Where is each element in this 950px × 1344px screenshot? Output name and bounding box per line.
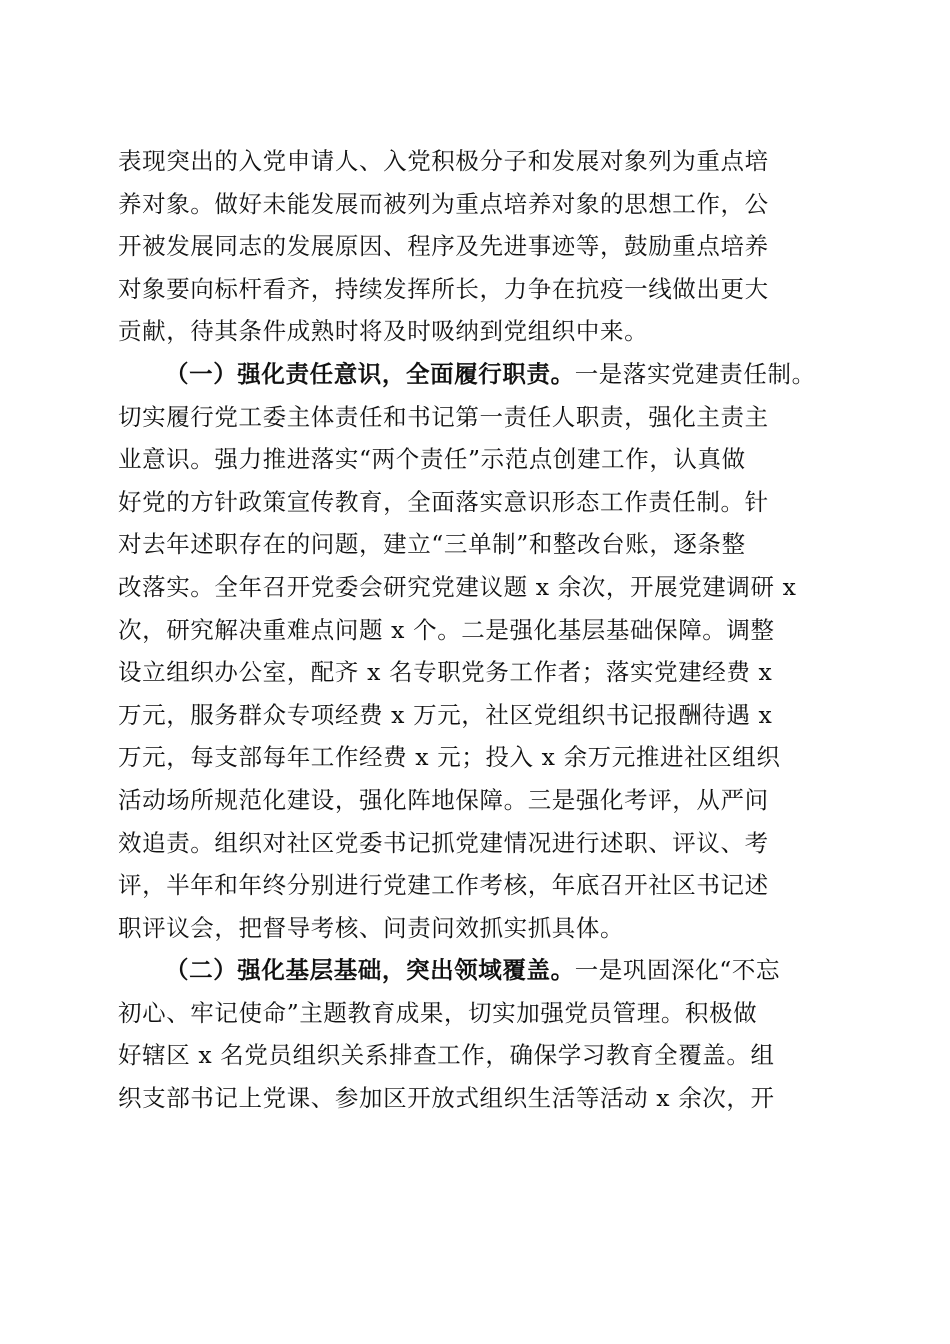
section-heading-2: （二）强化基层基础，突出领域覆盖。 — [165, 956, 575, 985]
document-body — [118, 140, 830, 1120]
text-line: 效追责。组织对社区党委书记抓党建情况进行述职、评议、考 — [118, 828, 769, 857]
text-line: 职评议会，把督导考核、问责问效抓实抓具体。 — [118, 913, 625, 942]
text-line: 活动场所规范化建设，强化阵地保障。三是强化考评，从严问 — [118, 785, 769, 814]
text-line: 次，研究解决重难点问题 x 个。二是强化基层基础保障。调整 — [118, 615, 775, 644]
paragraph-2 — [118, 353, 830, 949]
text-line: 对去年述职存在的问题，建立“三单制”和整改台账，逐条整 — [118, 530, 746, 559]
paragraph-3 — [118, 949, 830, 1119]
text-line: 初心、牢记使命”主题教育成果，切实加强党员管理。积极做 — [118, 998, 758, 1027]
text-line: 切实履行党工委主体责任和书记第一责任人职责，强化主责主 — [118, 402, 769, 431]
text-line: 织支部书记上党课、参加区开放式组织生活等活动 x 余次，开 — [118, 1084, 775, 1113]
text-line: 对象要向标杆看齐，持续发挥所长，力争在抗疫一线做出更大 — [118, 274, 769, 303]
text-line: 万元，服务群众专项经费 x 万元，社区党组织书记报酬待遇 x — [118, 700, 773, 729]
text-line: 好党的方针政策宣传教育，全面落实意识形态工作责任制。针 — [118, 487, 769, 516]
text-line: 表现突出的入党申请人、入党积极分子和发展对象列为重点培 — [118, 147, 769, 175]
text-line: 养对象。做好未能发展而被列为重点培养对象的思想工作，公 — [118, 189, 769, 218]
section-heading-1: （一）强化责任意识，全面履行职责。 — [165, 359, 575, 388]
paragraph-first-line — [118, 949, 830, 992]
text-run: 一是落实党建责任制。 — [574, 359, 816, 388]
text-run: 一是巩固深化“不忘 — [574, 956, 781, 985]
text-line: 改落实。全年召开党委会研究党建议题 x 余次，开展党建调研 x — [118, 572, 797, 601]
text-line: 开被发展同志的发展原因、程序及先进事迹等，鼓励重点培养 — [118, 232, 769, 261]
text-line: 好辖区 x 名党员组织关系排查工作，确保学习教育全覆盖。组 — [118, 1041, 775, 1070]
text-line: 贡献，待其条件成熟时将及时吸纳到党组织中来。 — [118, 317, 649, 346]
paragraph-1 — [118, 140, 830, 353]
paragraph-first-line — [118, 353, 830, 396]
text-line: 设立组织办公室，配齐 x 名专职党务工作者；落实党建经费 x — [118, 658, 773, 687]
text-line: 评，半年和年终分别进行党建工作考核，年底召开社区书记述 — [118, 871, 769, 900]
text-line: 业意识。强力推进落实“两个责任”示范点创建工作，认真做 — [118, 445, 746, 474]
text-line: 万元，每支部每年工作经费 x 元；投入 x 余万元推进社区组织 — [118, 743, 781, 772]
